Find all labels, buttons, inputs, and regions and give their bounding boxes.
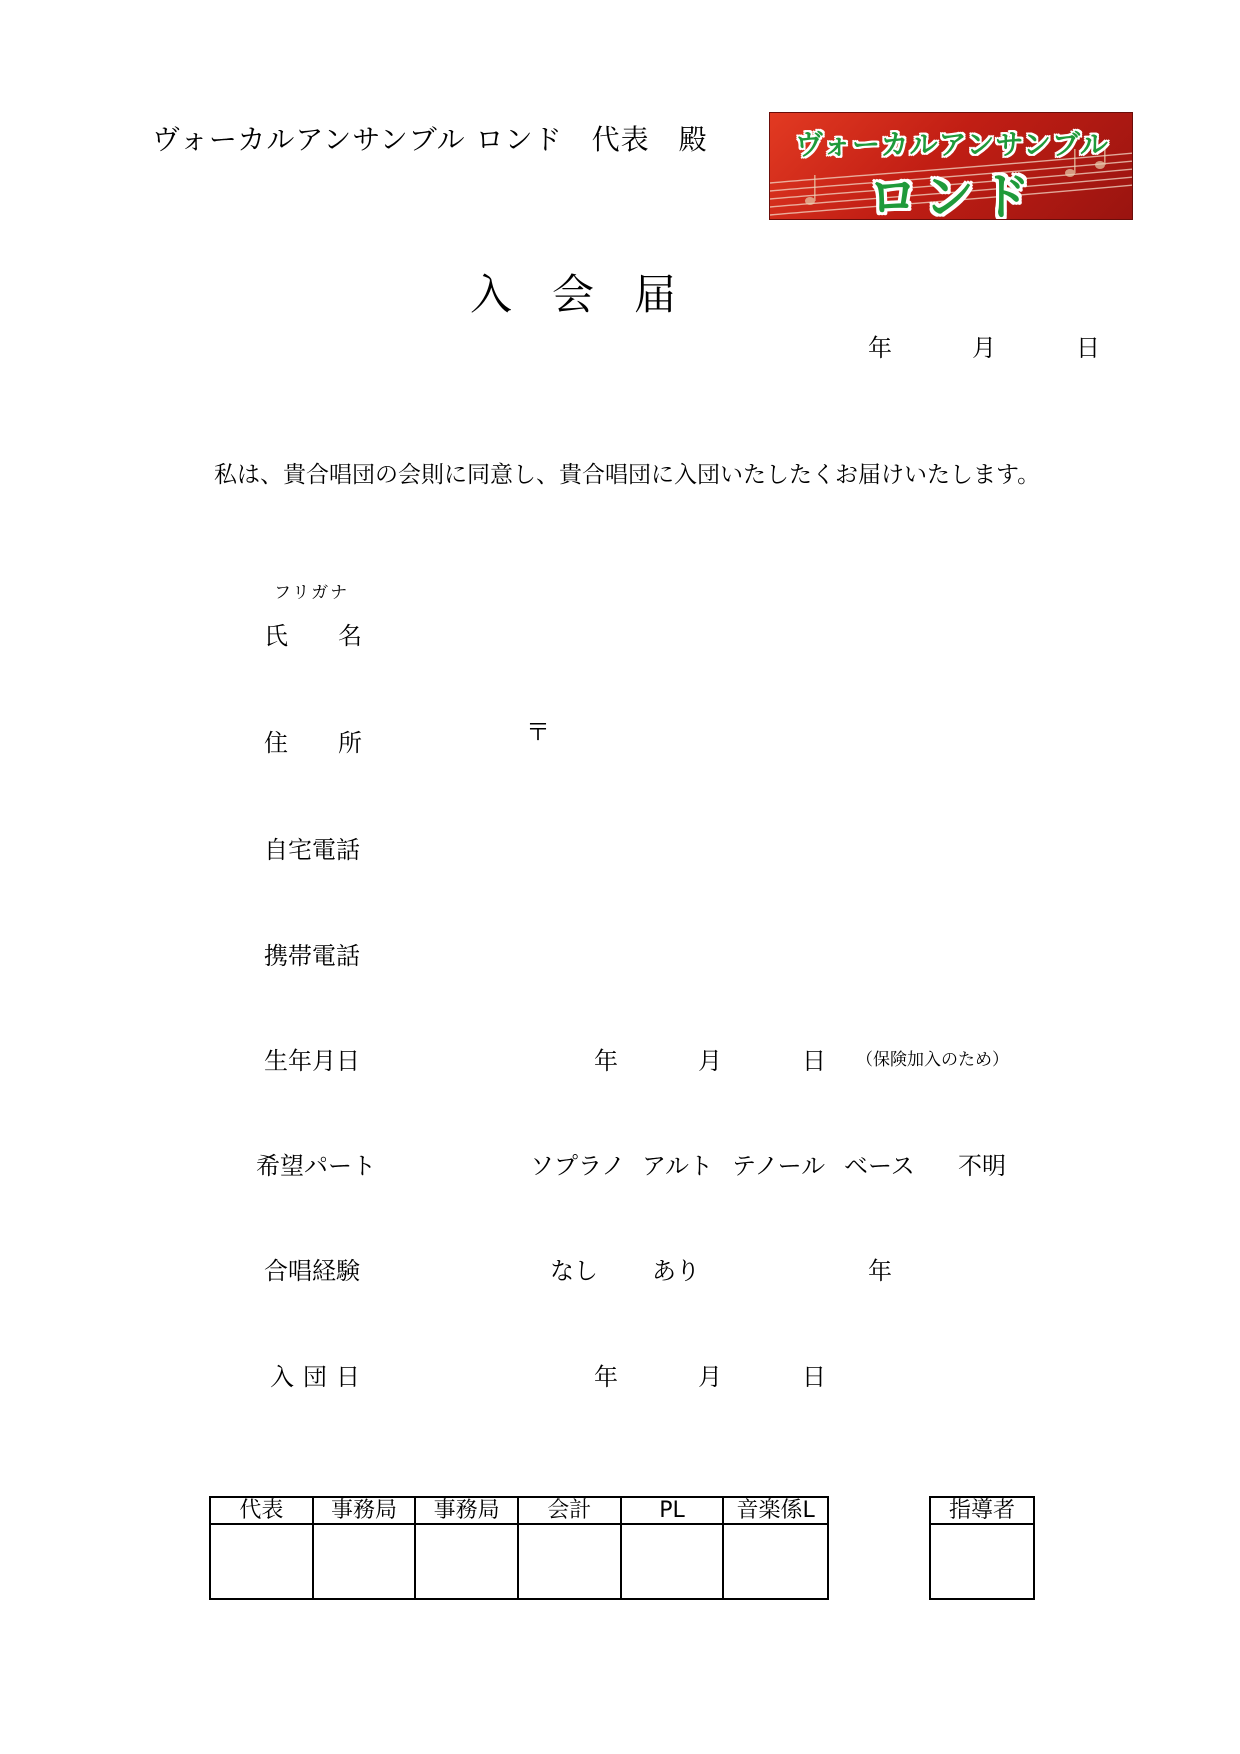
birthdate-month: 月 — [698, 1047, 722, 1075]
part-option: ベース — [844, 1152, 915, 1180]
stamp-cell — [621, 1524, 724, 1599]
page-title — [470, 262, 716, 322]
birthdate-day: 日 — [802, 1047, 826, 1075]
birthdate-note: （保険加入のため） — [856, 1050, 1009, 1070]
part-option: ソプラノ — [530, 1152, 626, 1180]
experience-years: 年 — [868, 1257, 892, 1285]
title-char: 会 — [552, 270, 595, 319]
part-label: 希望パート — [256, 1152, 376, 1180]
instructor-header: 指導者 — [930, 1497, 1034, 1524]
part-option: 不明 — [958, 1152, 1006, 1180]
stamp-cell — [930, 1524, 1034, 1599]
experience-yes: あり — [652, 1257, 700, 1285]
statement: 私は、貴合唱団の会則に同意し、貴合唱団に入団いたしたくお届けいたします。 — [214, 462, 1041, 488]
birthdate-year: 年 — [594, 1047, 618, 1075]
approval-table — [209, 1496, 829, 1600]
birthdate-label: 生年月日 — [264, 1047, 360, 1075]
part-option: アルト — [642, 1152, 714, 1180]
experience-none: なし — [550, 1257, 598, 1285]
stamp-cell — [210, 1524, 313, 1599]
approval-header: PL — [621, 1497, 724, 1524]
address-label: 住 所 — [264, 729, 362, 757]
home-phone-label: 自宅電話 — [264, 836, 360, 864]
mobile-phone-label: 携帯電話 — [264, 942, 360, 970]
approval-header: 代表 — [210, 1497, 313, 1524]
date-month: 月 — [972, 334, 996, 362]
name-label: 氏 名 — [264, 622, 362, 650]
join-date-month: 月 — [698, 1363, 722, 1391]
stamp-cell — [518, 1524, 621, 1599]
furigana-label: フリガナ — [274, 583, 350, 603]
approval-header: 音楽係L — [723, 1497, 828, 1524]
join-date-day: 日 — [802, 1363, 826, 1391]
stamp-cell — [723, 1524, 828, 1599]
approval-header: 事務局 — [415, 1497, 518, 1524]
logo-title: ロンド — [868, 168, 1036, 220]
instructor-table — [929, 1496, 1035, 1600]
date-day: 日 — [1076, 334, 1100, 362]
experience-label: 合唱経験 — [264, 1257, 360, 1285]
part-option: テノール — [732, 1152, 826, 1180]
addressee: ヴォーカルアンサンブル ロンド 代表 殿 — [152, 123, 708, 156]
logo-subtitle: ヴォーカルアンサンブル — [795, 128, 1109, 161]
approval-header: 会計 — [518, 1497, 621, 1524]
title-char: 入 — [470, 270, 513, 319]
postal-mark: 〒 — [526, 718, 550, 746]
join-date-label: 入 団 日 — [270, 1363, 360, 1391]
join-date-year: 年 — [594, 1363, 618, 1391]
ensemble-logo — [769, 112, 1133, 220]
title-char: 届 — [634, 270, 677, 319]
stamp-cell — [313, 1524, 416, 1599]
approval-header: 事務局 — [313, 1497, 416, 1524]
date-year: 年 — [868, 334, 892, 362]
stamp-cell — [415, 1524, 518, 1599]
